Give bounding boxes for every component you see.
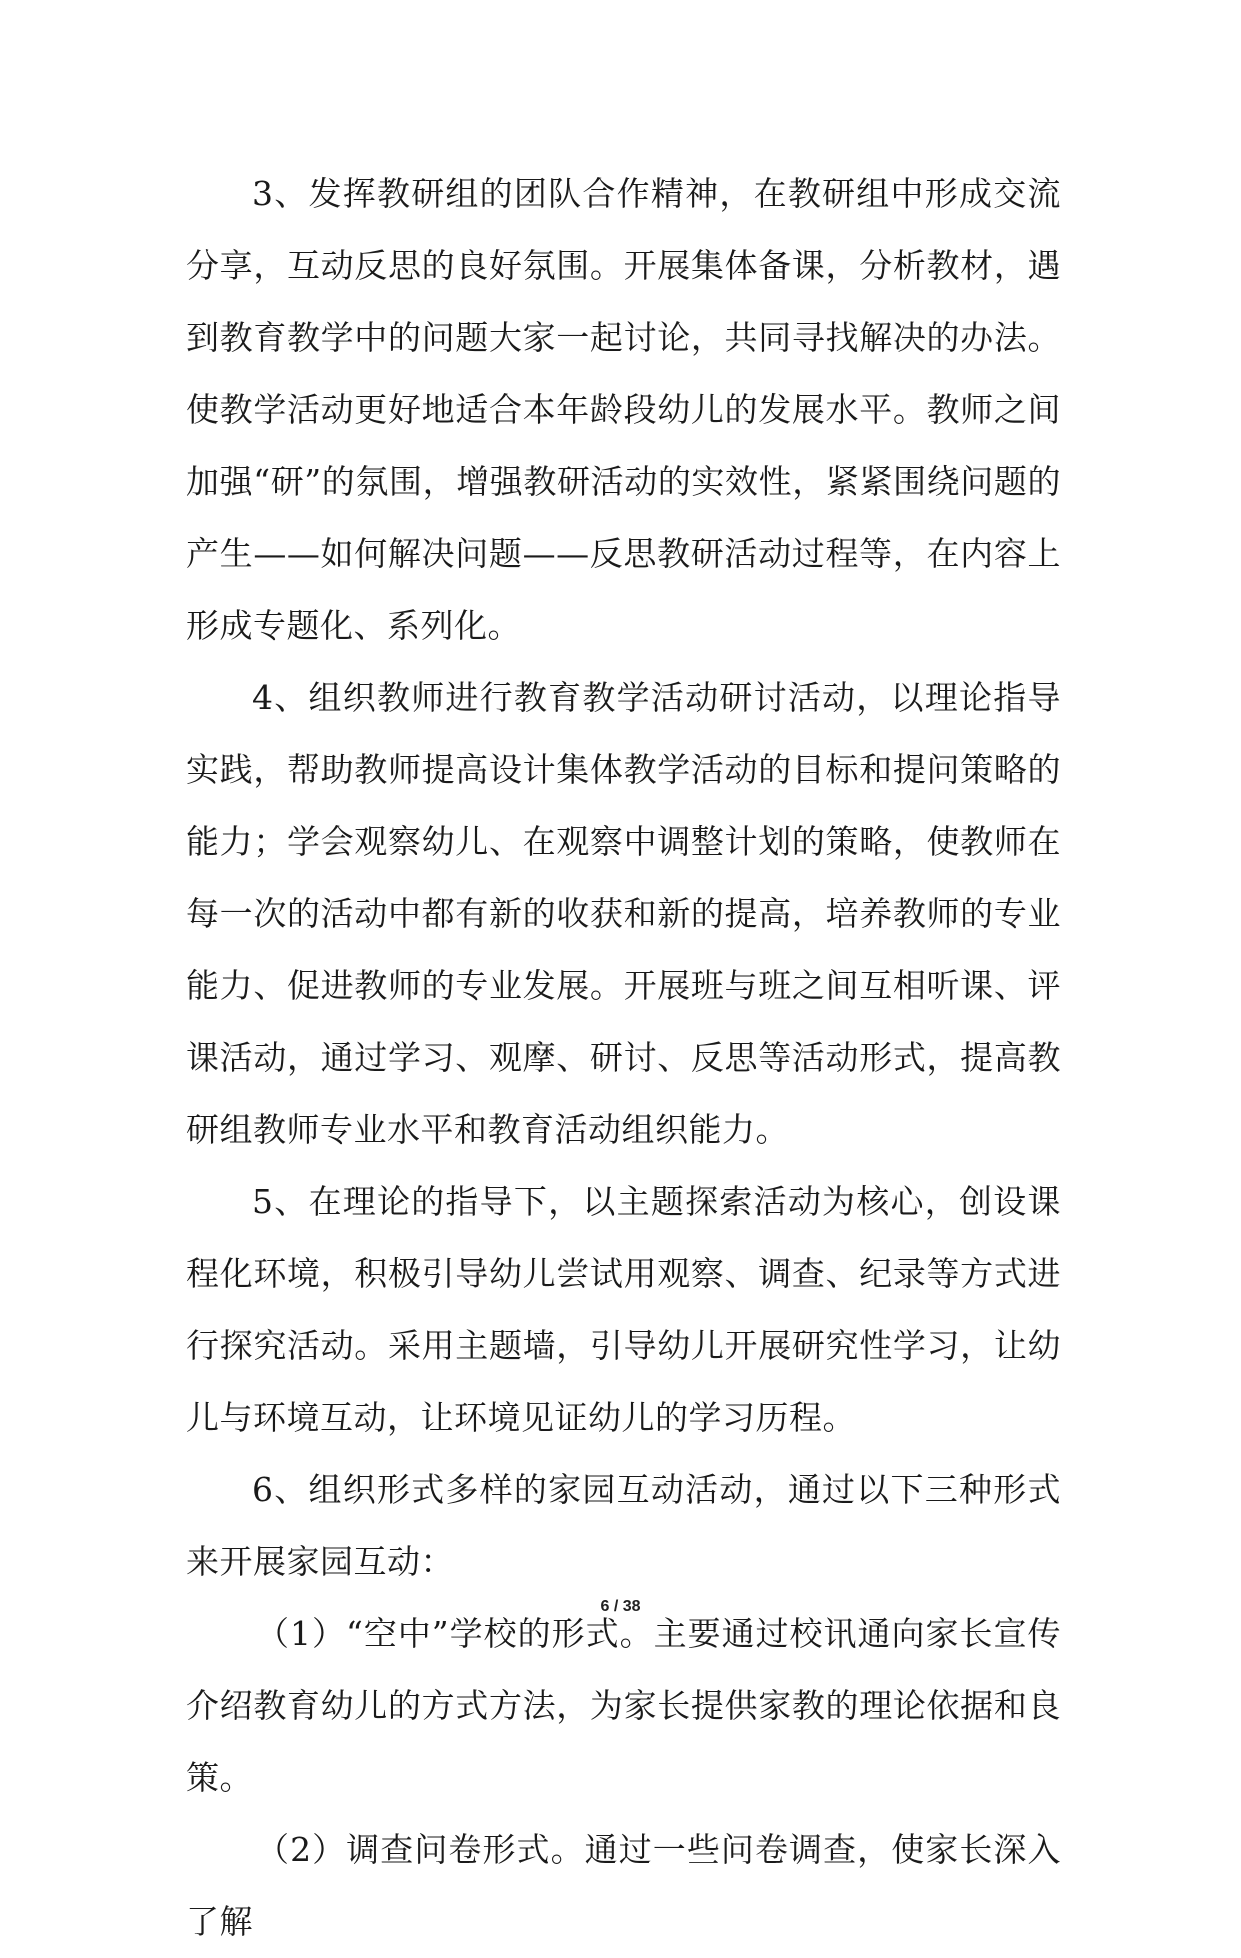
document-body — [186, 158, 1061, 1958]
paragraph-item-6: 6、组织形式多样的家园互动活动，通过以下三种形式来开展家园互动： — [186, 1470, 1061, 1581]
paragraph-item-5: 5、在理论的指导下，以主题探索活动为核心，创设课程化环境，积极引导幼儿尝试用观察、调查、纪录等方式进行探究活动。采用主题墙，引导幼儿开展研究性学习，让幼儿与环境互动，让环境见证幼儿的学习历程。 — [186, 1182, 1061, 1437]
paragraph-item-4: 4、组织教师进行教育教学活动研讨活动，以理论指导实践，帮助教师提高设计集体教学活动的目标和提问策略的能力；学会观察幼儿、在观察中调整计划的策略，使教师在每一次的活动中都有新的收获和新的提高，培养教师的专业能力、促进教师的专业发展。开展班与班之间互相听课、评课活动，通过学习、观摩、研讨、反思等活动形式，提高教研组教师专业水平和教育活动组织能力。 — [186, 678, 1061, 1149]
paragraph-item-3: 3、发挥教研组的团队合作精神，在教研组中形成交流分享，互动反思的良好氛围。开展集体备课，分析教材，遇到教育教学中的问题大家一起讨论，共同寻找解决的办法。使教学活动更好地适合本年龄段幼儿的发展水平。教师之间加强“研”的氛围，增强教研活动的实效性，紧紧围绕问题的产生——如何解决问题——反思教研活动过程等，在内容上形成专题化、系列化。 — [186, 174, 1061, 645]
paragraph-subitem-2: （2）调查问卷形式。通过一些问卷调查，使家长深入了解 — [186, 1830, 1061, 1941]
page-number: 6 / 38 — [600, 1598, 641, 1615]
paragraph-subitem-1: （1）“空中”学校的形式。主要通过校讯通向家长宣传介绍教育幼儿的方式方法，为家长提供家教的理论依据和良策。 — [186, 1614, 1061, 1797]
